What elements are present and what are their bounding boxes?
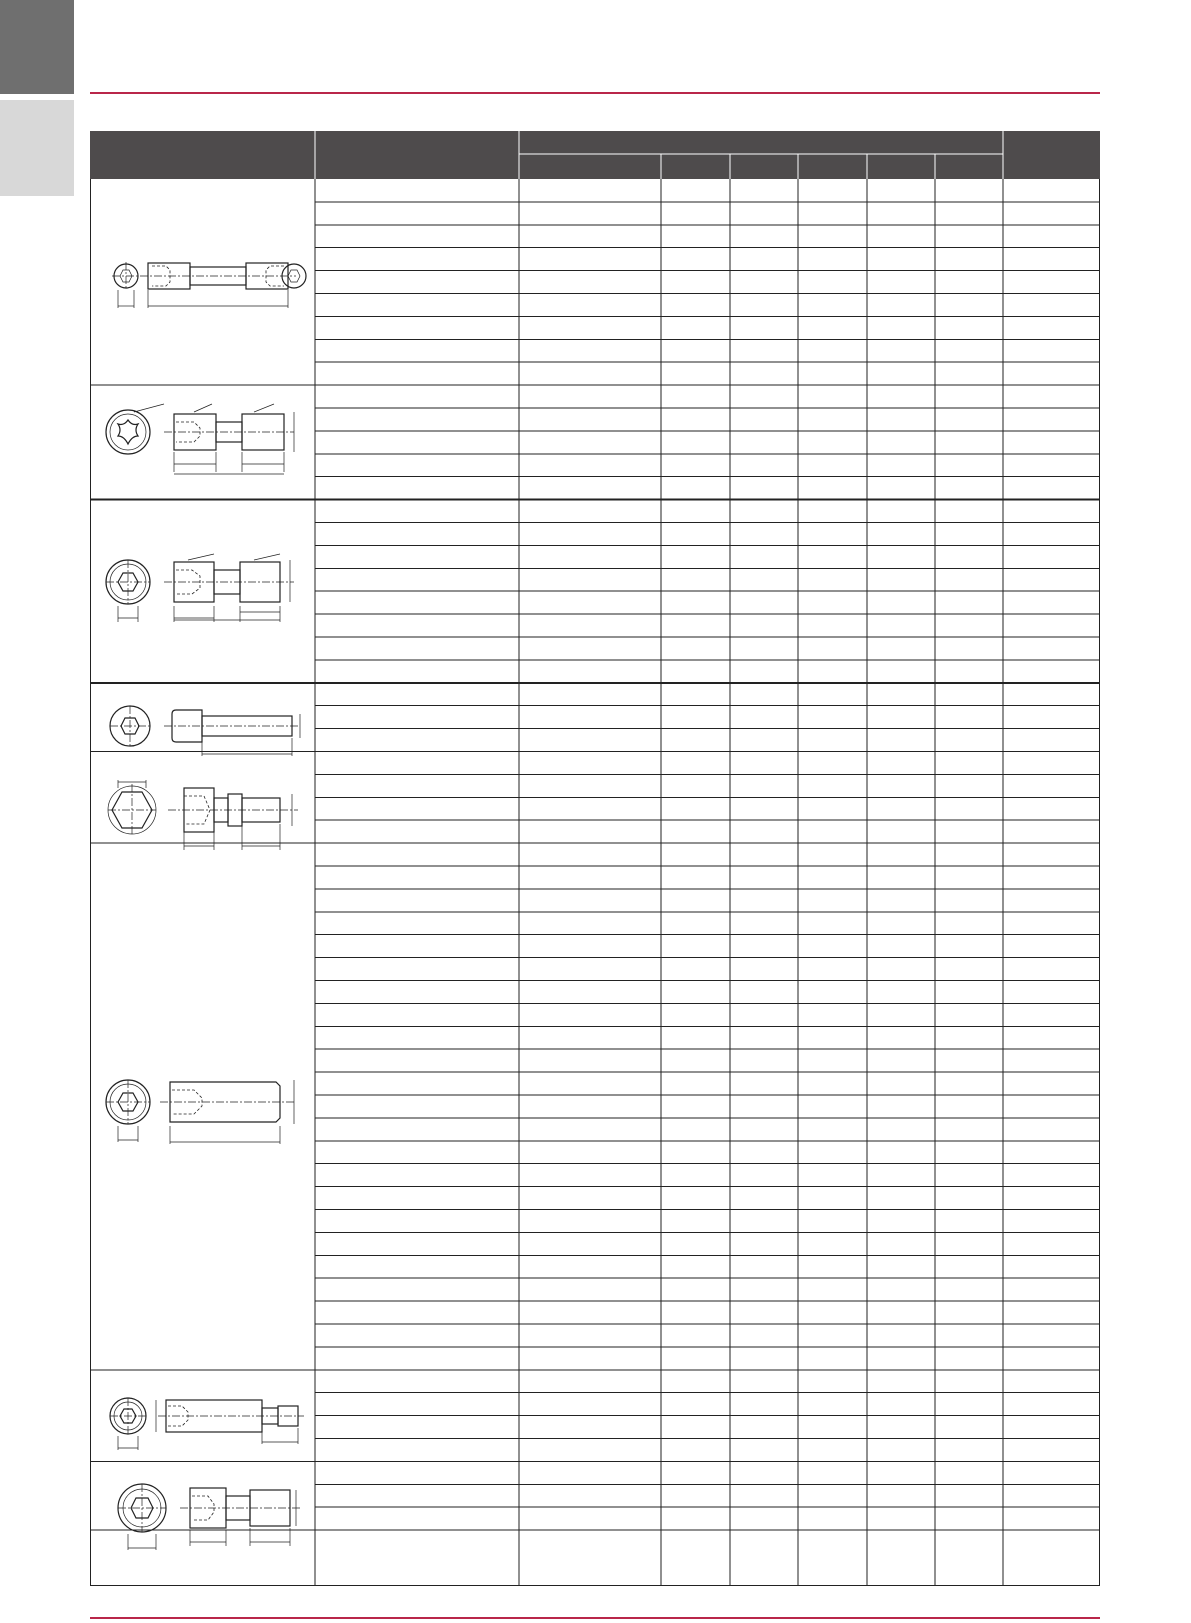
footer-rule [90,1617,1100,1619]
double-end-hex-socket-screw-icon [108,250,308,320]
header-rule [90,92,1100,94]
large-hex-socket-shoulder-screw-icon [116,1476,306,1556]
table-header [90,131,1100,179]
hex-socket-set-screw-icon [104,1070,304,1150]
section-tab-dark[interactable] [0,0,74,94]
socket-head-cap-screw-icon [108,700,308,760]
torx-socket-shoulder-screw-icon [104,402,304,482]
hex-head-stepped-screw-icon [108,774,308,864]
section-tab-light[interactable] [0,100,74,196]
set-screw-with-pilot-icon [108,1388,308,1458]
hex-socket-shoulder-screw-icon [104,546,304,636]
